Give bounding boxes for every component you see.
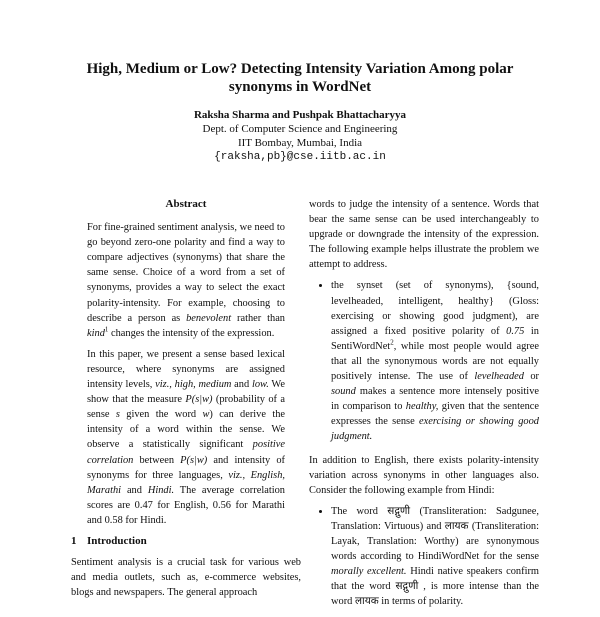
author-email: {raksha,pb}@cse.iitb.ac.in xyxy=(214,151,386,163)
title-line-1: High, Medium or Low? Detecting Intensity Variation Among polar xyxy=(86,61,514,77)
example-list-hindi xyxy=(309,504,539,610)
abstract-paragraph-1: For fine-grained sentiment analysis, we need to go beyond zero-one polarity and find a way to compare adjectives (synonyms) that share the same sense. Choice of a word from a set of synonyms, provides a way to select the exact polarity-intensity. For example, choosing to describe a person as benevolent rather than kind$^1$ changes the intensity of the expression. xyxy=(87,222,285,339)
right-column xyxy=(309,197,539,617)
paper-title xyxy=(60,60,540,96)
author-names: Raksha Sharma and Pushpak Bhattacharyya xyxy=(193,109,407,121)
footnote-marker: 1 xyxy=(104,325,109,334)
left-column xyxy=(71,197,301,606)
right-paragraph-2: In addition to English, there exists polarity-intensity variation across synonyms in other languages also. Consider the following example from Hindi: xyxy=(309,454,539,496)
right-paragraph-1: words to judge the intensity of a sentence. Words that bear the same sense can be used interchangeably to upgrade or downgrade the intensity of the expression. The following example helps illustrate the problem we attempt to address. xyxy=(309,199,539,271)
abstract-heading: Abstract xyxy=(165,198,207,210)
abstract-paragraph-2: In this paper, we present a sense based lexical resource, where synonyms are assigned intensity levels, viz., high, medium and low. We show that the measure P(s|w) (probability of a sense s given the word w) can derive the intensity of a word within the sense. We observe a statistically significant positive correlation between P(s|w) and intensity of synonyms for three languages, viz., English, Marathi and Hindi. The average correlation scores are 0.47 for English, 0.56 for Marathi and 0.58 for Hindi. xyxy=(87,348,286,526)
list-item: • the synset (set of synonyms), {sound, levelheaded, intelligent, healthy} (Gloss: exercising or showing good judgment), are assigned a fixed positive polarity of 0.75 in SentiWordNet$^2$, while most people would agree that all the synonymous words are not equally positively intense. The use of levelheaded or sound makes a sentence more intensely positive in comparison to healthy, given that the sentence expresses the sense exercising or showing good judgment. xyxy=(331,278,539,444)
author-block xyxy=(60,108,540,164)
section-heading-introduction: 1 Introduction xyxy=(71,534,147,547)
abstract xyxy=(71,197,301,528)
list-item: • The word सद्गुणी (Transliteration: Sadgunee, Translation: Virtuous) and लायक (Transliteration: Layak, Translation: Worthy) are synonymous words according to HindiWordNet for the sense morally excellent. Hindi native speakers confirm that the word सद्गुणी , is more intense than the word लायक in terms of polarity. xyxy=(331,504,539,610)
example-list-english xyxy=(309,278,539,444)
title-line-2: synonyms in WordNet xyxy=(228,79,372,95)
affiliation-dept: Dept. of Computer Science and Engineering xyxy=(202,123,398,135)
introduction-paragraph-1: Sentiment analysis is a crucial task for various web and media outlets, such as, e-commerce websites, blogs and newspapers. The general approach xyxy=(71,557,301,599)
affiliation-institute: IIT Bombay, Mumbai, India xyxy=(237,137,363,149)
